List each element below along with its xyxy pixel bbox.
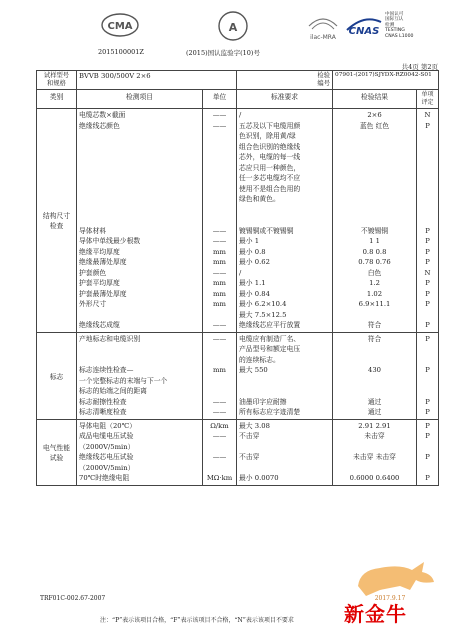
category-line: 试验 (49, 454, 64, 462)
requirement-cell (237, 332, 333, 419)
item-line (79, 163, 200, 174)
requirement-line: 电缆应有制造厂名、 (239, 334, 301, 343)
unit-line (205, 142, 234, 153)
verdict-line: P (425, 300, 430, 308)
requirement-line (239, 215, 330, 226)
result-line (335, 173, 414, 184)
verdict-line (419, 344, 436, 355)
ilac-mra-logo (305, 12, 341, 46)
requirement-line: 最大 550 (239, 366, 268, 374)
sample-label (37, 71, 77, 90)
verdict-line: P (425, 237, 430, 245)
result-cell (333, 332, 417, 419)
cnas-line: 中国认可 (385, 12, 404, 17)
verdict-line: P (425, 226, 430, 235)
verdict-line (419, 386, 436, 397)
result-line: 2.91 2.91 (358, 421, 391, 430)
item-line (79, 215, 200, 226)
verdict-line: P (425, 247, 430, 256)
category-line: 结构尺寸 (42, 212, 71, 221)
result-line: 不镀锡铜 (360, 226, 389, 235)
report-table (36, 70, 439, 486)
form-code: TRF01C-002.67-2007 (40, 595, 106, 602)
requirement-line: 不击穿 (239, 453, 260, 461)
col-requirement: 标准要求 (237, 90, 333, 109)
unit-line: —— (212, 111, 227, 119)
verdict-line: P (425, 289, 430, 298)
unit-line (205, 173, 234, 184)
unit-line (205, 163, 234, 174)
requirement-line: 色识别，除用黄/绿 (239, 132, 296, 140)
category-cell (37, 419, 77, 485)
result-line: 6.9×11.1 (358, 300, 391, 308)
category-cell (37, 109, 77, 333)
result-line: 0.78 0.76 (358, 258, 391, 266)
verdict-line: P (425, 432, 430, 440)
result-line: 符合 (367, 334, 382, 343)
cal-logo (215, 10, 251, 46)
requirement-line: 最小 0.62 (239, 258, 270, 266)
requirement-line: 的连续标志。 (239, 355, 280, 364)
requirement-line: 最小 6.2×10.4 (239, 300, 287, 308)
verdict-line: P (425, 279, 430, 287)
cnas-line: 国际互认 (385, 17, 404, 23)
unit-line: MΩ·km (206, 474, 233, 482)
unit-line: —— (212, 334, 227, 343)
unit-line: mm (213, 258, 226, 266)
result-line (335, 184, 414, 195)
item-line (79, 344, 200, 355)
unit-line: mm (213, 366, 226, 374)
requirement-line: 最小 0.0070 (239, 474, 279, 482)
section-row (37, 332, 439, 419)
unit-line: —— (212, 237, 227, 245)
cnas-text (385, 12, 413, 39)
requirement-line (239, 442, 330, 453)
result-cell (333, 419, 417, 485)
result-line (335, 376, 414, 387)
verdict-line (419, 376, 436, 387)
unit-line (205, 463, 234, 474)
verdict-line: P (425, 321, 430, 329)
requirement-line: 油墨印字应耐擦 (239, 397, 287, 406)
category-line: 检查 (49, 222, 64, 231)
item-line: 电缆芯数×截面 (79, 111, 126, 119)
requirement-line: 组合色识别的绝缘线 (239, 142, 301, 151)
sample-info-row (37, 71, 439, 90)
result-line (335, 355, 414, 366)
unit-line: —— (212, 121, 227, 130)
requirement-line: 产品型号和额定电压 (239, 345, 301, 353)
item-line: 绝缘最薄处厚度 (79, 258, 127, 266)
item-line: 70℃时绝缘电阻 (79, 474, 130, 482)
unit-line (205, 442, 234, 453)
requirement-line: / (239, 268, 242, 277)
verdict-line: P (425, 121, 430, 130)
report-no-value: 07901-(2017)SJYDX-RZ0042-S01 (333, 71, 439, 90)
item-line: 护套平均厚度 (79, 279, 120, 287)
requirement-cell (237, 109, 333, 333)
unit-line: —— (212, 226, 227, 235)
unit-line: —— (212, 321, 227, 329)
unit-line: —— (212, 453, 227, 461)
col-unit: 单位 (203, 90, 237, 109)
requirement-line: / (239, 111, 242, 119)
requirement-line: 绝缘线芯应平行放置 (239, 321, 301, 329)
unit-cell (203, 419, 237, 485)
unit-line (205, 184, 234, 195)
item-line (79, 152, 200, 163)
requirement-line: 绿色和黄色。 (239, 195, 280, 203)
verdict-line (419, 442, 436, 453)
item-line: 标志的始端之间的距离 (79, 387, 147, 395)
report-no-label (237, 71, 333, 90)
result-line: 符合 (367, 321, 382, 329)
col-result: 检验结果 (333, 90, 417, 109)
result-line: 1.2 (369, 279, 380, 287)
result-line (335, 194, 414, 205)
category-line: 电气性能 (42, 444, 71, 452)
requirement-line: 最小 1.1 (239, 279, 266, 287)
category-cell (37, 332, 77, 419)
item-line: 标志耐擦性检查 (79, 397, 127, 406)
requirement-line (239, 386, 330, 397)
verdict-line: P (425, 366, 430, 374)
stamp-date: 2017.9.17 (374, 595, 406, 602)
verdict-line (419, 131, 436, 142)
requirement-cell (237, 419, 333, 485)
result-cell (333, 109, 417, 333)
unit-line (205, 355, 234, 366)
unit-line (205, 152, 234, 163)
verdict-line (419, 355, 436, 366)
verdict-line: P (425, 421, 430, 430)
section-row (37, 109, 439, 333)
requirement-line: 芯外，电缆的每一线 (239, 153, 301, 161)
unit-line: —— (212, 397, 227, 406)
item-line (79, 205, 200, 216)
cnas-logo (344, 12, 384, 42)
item-line (79, 194, 200, 205)
requirement-line: 使用不是组合色用的 (239, 184, 301, 193)
cnas-line: 检测 (385, 22, 395, 28)
requirement-line: 芯应只用一种颜色， (239, 163, 301, 172)
brand-logo-text: 新金牛 (344, 602, 407, 626)
column-header-row (37, 90, 439, 109)
col-item: 检测项目 (77, 90, 203, 109)
result-line (335, 442, 414, 453)
cal-code: (2015)国认监验字(10)号 (186, 49, 260, 57)
result-line: 0.6000 0.6400 (349, 474, 400, 482)
requirement-line: 所有标志应字迹清楚 (239, 408, 301, 416)
item-line: 导体中单线最少根数 (79, 237, 141, 245)
unit-line (205, 194, 234, 205)
item-line (79, 310, 200, 321)
item-line: 护套颜色 (79, 268, 107, 277)
result-line: 未击穿 未击穿 (353, 453, 396, 461)
result-line: 蓝色 红色 (359, 121, 390, 130)
verdict-line: P (425, 408, 430, 416)
result-line: 未击穿 (364, 432, 385, 440)
result-line: 1.02 (366, 289, 383, 298)
unit-line: mm (213, 289, 226, 298)
requirement-line: 最大 7.5×12.5 (239, 310, 287, 319)
label-line: 编号 (317, 80, 330, 87)
item-line (79, 131, 200, 142)
unit-line (205, 215, 234, 226)
item-line: 一个完整标志的末端与下一个 (79, 376, 168, 385)
result-line (335, 142, 414, 153)
result-line: 2×6 (367, 111, 382, 119)
item-line: 产地标志和电缆识别 (79, 334, 141, 343)
verdict-line (419, 142, 436, 153)
result-line: 通过 (367, 408, 382, 416)
unit-cell (203, 109, 237, 333)
unit-line (205, 310, 234, 321)
cnas-line: CNAS L1000 (385, 33, 414, 39)
requirement-line: 五芯及以下电缆用颜 (239, 121, 301, 130)
item-line: 标志清晰度检查 (79, 408, 127, 416)
unit-line (205, 344, 234, 355)
item-line: 导体材料 (79, 226, 107, 235)
label-line: 试样型号 (43, 72, 70, 79)
item-line: （2000V/5min） (79, 463, 135, 472)
svg-text:ilac-MRA: ilac-MRA (310, 34, 336, 41)
requirement-line: 最大 3.08 (239, 421, 270, 430)
unit-line: mm (213, 300, 226, 308)
unit-line: Ω/km (210, 421, 229, 430)
item-line (79, 173, 200, 184)
result-line (335, 131, 414, 142)
item-line (79, 355, 200, 366)
verdict-line: P (425, 397, 430, 406)
col-verdict (417, 90, 439, 109)
unit-line: mm (213, 247, 226, 256)
result-line: 白色 (367, 268, 382, 277)
unit-line: —— (212, 268, 227, 277)
col-category: 类别 (37, 90, 77, 109)
result-line: 通过 (367, 397, 382, 406)
cma-code: 2015100001Z (98, 48, 144, 56)
requirement-line: 最小 1 (239, 237, 260, 245)
unit-cell (203, 332, 237, 419)
verdict-line (419, 163, 436, 174)
unit-line (205, 205, 234, 216)
item-line: 绝缘线芯电压试验 (79, 453, 134, 461)
verdict-line (419, 463, 436, 474)
verdict-line (419, 152, 436, 163)
verdict-line: N (424, 268, 431, 277)
item-line: 外形尺寸 (79, 300, 107, 308)
verdict-line (419, 205, 436, 216)
result-line: 430 (368, 366, 381, 374)
verdict-line: P (425, 474, 430, 482)
item-cell (77, 419, 203, 485)
unit-line (205, 376, 234, 387)
verdict-cell (417, 419, 439, 485)
result-line (335, 152, 414, 163)
requirement-line: 不击穿 (239, 432, 260, 440)
unit-line: —— (212, 432, 227, 440)
result-line (335, 344, 414, 355)
item-cell (77, 332, 203, 419)
item-line: 成品电缆电压试验 (79, 432, 134, 440)
result-line (335, 205, 414, 216)
item-line (79, 184, 200, 195)
verdict-cell (417, 109, 439, 333)
verdict-line: N (424, 111, 431, 119)
requirement-line (239, 463, 330, 474)
item-line (79, 142, 200, 153)
verdict-line: P (425, 334, 430, 343)
result-line: 0.8 0.8 (362, 247, 387, 256)
section-row (37, 419, 439, 485)
requirement-line: 最小 0.84 (239, 289, 270, 298)
cnas-line: TESTING (385, 28, 405, 34)
result-line (335, 386, 414, 397)
svg-text:CMA: CMA (107, 21, 133, 32)
verdict-line (419, 194, 436, 205)
cma-logo (100, 12, 140, 42)
item-line: 绝缘线芯颜色 (79, 121, 120, 130)
result-line (335, 463, 414, 474)
result-line (335, 215, 414, 226)
requirement-line (239, 205, 330, 216)
requirement-line (239, 376, 330, 387)
item-line: 导体电阻（20℃） (79, 421, 137, 430)
item-line: 护套最薄处厚度 (79, 289, 127, 298)
svg-text:A: A (228, 21, 238, 34)
requirement-line: 镀锡铜或不镀锡铜 (239, 226, 294, 235)
unit-line (205, 131, 234, 142)
verdict-line (419, 310, 436, 321)
verdict-line (419, 184, 436, 195)
requirement-line: 任一多芯电缆均不应 (239, 174, 301, 182)
verdict-line: P (425, 453, 430, 461)
result-line (335, 163, 414, 174)
item-line: 绝缘线芯成缆 (79, 321, 120, 329)
item-line: （2000V/5min） (79, 442, 135, 451)
unit-line: mm (213, 279, 226, 287)
verdict-line (419, 173, 436, 184)
svg-text:CNAS: CNAS (348, 26, 380, 37)
col-verdict-label: 单项评定 (421, 91, 434, 106)
sample-value: BVVB 300/500V 2×6 (77, 71, 237, 90)
item-line: 绝缘平均厚度 (79, 247, 120, 256)
verdict-line (419, 215, 436, 226)
item-line: 标志连续性检查— (79, 366, 134, 374)
page-number: 共4页 第2页 (401, 63, 438, 71)
unit-line: —— (212, 408, 227, 416)
verdict-line: P (425, 258, 430, 266)
requirement-line: 最小 0.8 (239, 247, 266, 256)
result-line: 1 1 (369, 237, 380, 245)
label-line: 和规格 (47, 80, 66, 87)
footer-note: 注：“P”表示该项目合格，“F”表示该项目不合格，“N”表示该项目不要求 (100, 617, 294, 624)
unit-line (205, 386, 234, 397)
label-line: 检验 (317, 72, 330, 79)
result-line (335, 310, 414, 321)
verdict-cell (417, 332, 439, 419)
category-line: 标志 (49, 372, 64, 381)
item-cell (77, 109, 203, 333)
